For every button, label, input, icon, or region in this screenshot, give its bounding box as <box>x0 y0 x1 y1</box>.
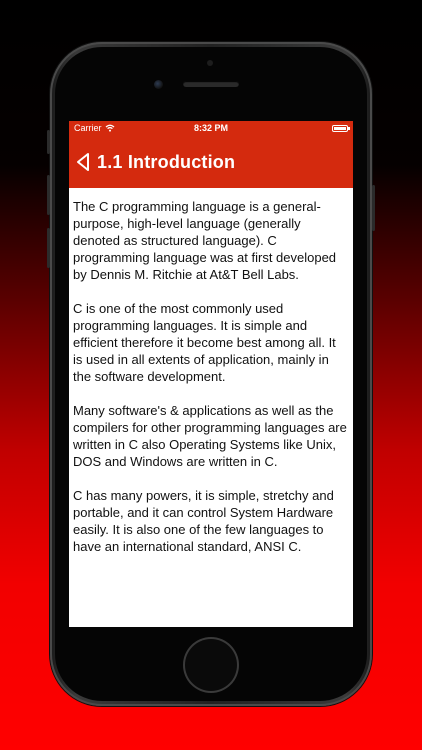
front-camera <box>154 80 163 89</box>
status-bar <box>69 121 353 136</box>
page-title: 1.1 Introduction <box>97 151 236 172</box>
app-screen <box>69 121 353 627</box>
power-button <box>372 185 375 231</box>
volume-up-button <box>47 175 50 215</box>
battery-icon <box>332 125 348 132</box>
paragraph-2: C is one of the most commonly used programming languages. It is simple and efficient therefore it become best among all. It is used in all extents of application, mainly in the software development. <box>73 301 336 384</box>
paragraph-3: Many software's & applications as well as the compilers for other programming languages are written in C also Operating Systems like Unix, DOS and Windows are written in C. <box>73 403 347 469</box>
earpiece-speaker <box>183 81 239 87</box>
paragraph-4: C has many powers, it is simple, stretchy and portable, and it can control System Hardware easily. It is also one of the few languages to have an international standard, ANSI C. <box>73 488 334 554</box>
battery-tip <box>348 127 350 130</box>
paragraph-1: The C programming language is a general-purpose, high-level language (generally denoted as structured language). C programming language was at first developed by Dennis M. Ritchie at At&T Bell Labs. <box>73 199 337 282</box>
home-button[interactable] <box>185 639 237 691</box>
article-content <box>69 188 353 555</box>
mute-switch <box>47 130 50 154</box>
carrier-label: Carrier <box>74 123 102 133</box>
back-triangle-icon[interactable] <box>75 152 91 172</box>
proximity-sensor <box>207 60 213 66</box>
status-time: 8:32 PM <box>193 123 228 133</box>
navigation-bar <box>69 136 353 188</box>
volume-down-button <box>47 228 50 268</box>
